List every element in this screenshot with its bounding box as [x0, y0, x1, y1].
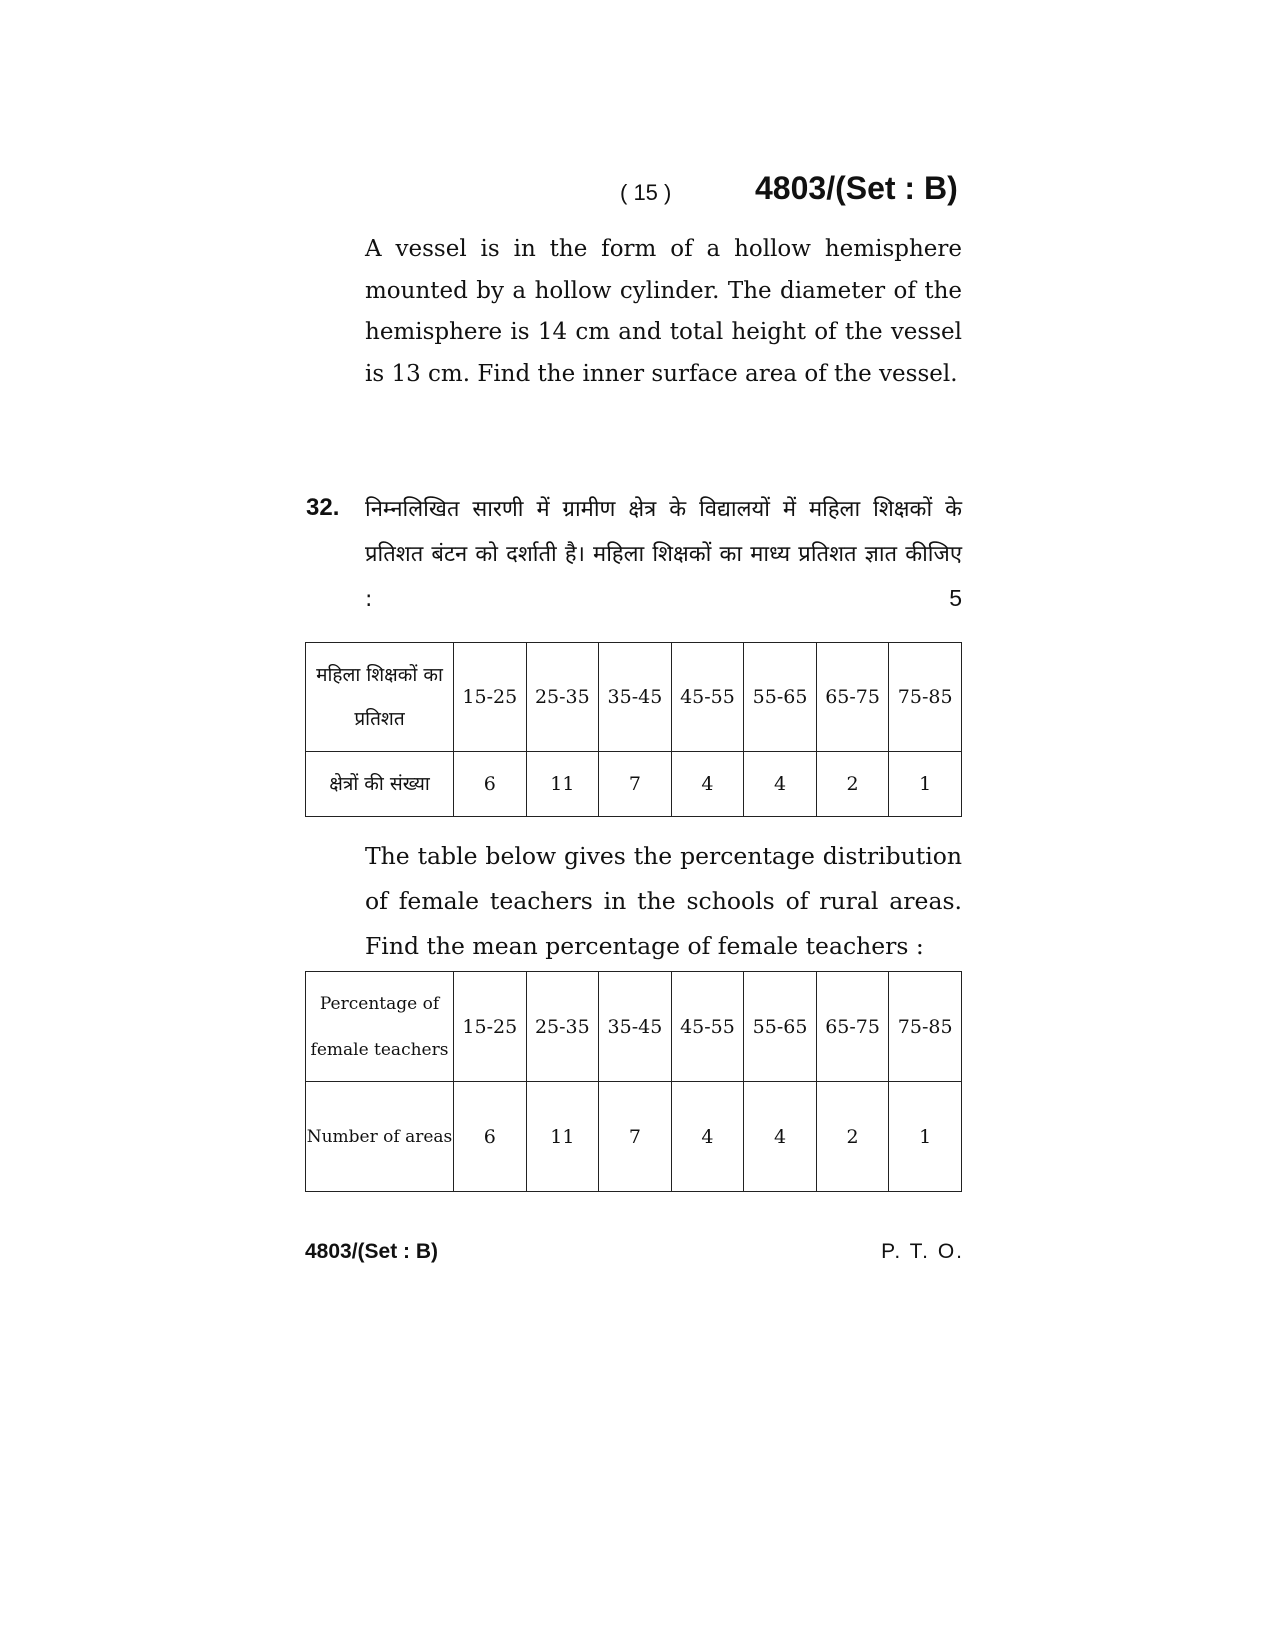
question-32-hindi-text: निम्नलिखित सारणी में ग्रामीण क्षेत्र के विद्यालयों में महिला शिक्षकों के प्रतिशत बंटन को दर्शाती है। महिला शिक्षकों का माध्य प्रतिशत ज्ञात कीजिए : [365, 497, 962, 612]
row-header: Percentage of female teachers [306, 972, 454, 1082]
class-interval-cell: 15-25 [454, 643, 527, 752]
table-row [306, 1082, 962, 1192]
count-cell: 4 [744, 752, 817, 817]
question-marks: 5 [949, 585, 962, 611]
count-cell: 7 [599, 1082, 672, 1192]
class-interval-cell: 35-45 [599, 643, 672, 752]
count-cell: 6 [454, 752, 527, 817]
count-cell: 4 [671, 752, 744, 817]
hindi-data-table [305, 642, 962, 817]
class-interval-cell: 45-55 [671, 643, 744, 752]
class-interval-cell: 55-65 [744, 643, 817, 752]
class-interval-cell: 75-85 [889, 972, 962, 1082]
count-cell: 11 [526, 752, 599, 817]
row-header: Number of areas [306, 1082, 454, 1192]
class-interval-cell: 15-25 [454, 972, 527, 1082]
count-cell: 1 [889, 1082, 962, 1192]
table-row [306, 972, 962, 1082]
count-cell: 7 [599, 752, 672, 817]
row-header: महिला शिक्षकों का प्रतिशत [306, 643, 454, 752]
count-cell: 2 [816, 752, 889, 817]
count-cell: 4 [671, 1082, 744, 1192]
table-row [306, 643, 962, 752]
count-cell: 4 [744, 1082, 817, 1192]
footer-set-code: 4803/(Set : B) [305, 1240, 439, 1263]
count-cell: 2 [816, 1082, 889, 1192]
row-header: क्षेत्रों की संख्या [306, 752, 454, 817]
class-interval-cell: 35-45 [599, 972, 672, 1082]
count-cell: 1 [889, 752, 962, 817]
table-row [306, 752, 962, 817]
set-code-header: 4803/(Set : B) [755, 170, 958, 206]
class-interval-cell: 65-75 [816, 643, 889, 752]
count-cell: 11 [526, 1082, 599, 1192]
question-number: 32. [306, 494, 340, 521]
pto-label: P. T. O. [881, 1240, 964, 1263]
page-number: ( 15 ) [620, 180, 672, 205]
english-data-table [305, 971, 962, 1192]
count-cell: 6 [454, 1082, 527, 1192]
class-interval-cell: 45-55 [671, 972, 744, 1082]
question-32-english-text: The table below gives the percentage distribution of female teachers in the schools of rural areas. Find the mean percentage of female teachers : [365, 842, 962, 960]
class-interval-cell: 25-35 [526, 643, 599, 752]
class-interval-cell: 75-85 [889, 643, 962, 752]
class-interval-cell: 65-75 [816, 972, 889, 1082]
question-31-text: A vessel is in the form of a hollow hemisphere mounted by a hollow cylinder. The diameter of the hemisphere is 14 cm and total height of the vessel is 13 cm. Find the inner surface area of the vessel. [365, 236, 962, 387]
class-interval-cell: 55-65 [744, 972, 817, 1082]
class-interval-cell: 25-35 [526, 972, 599, 1082]
